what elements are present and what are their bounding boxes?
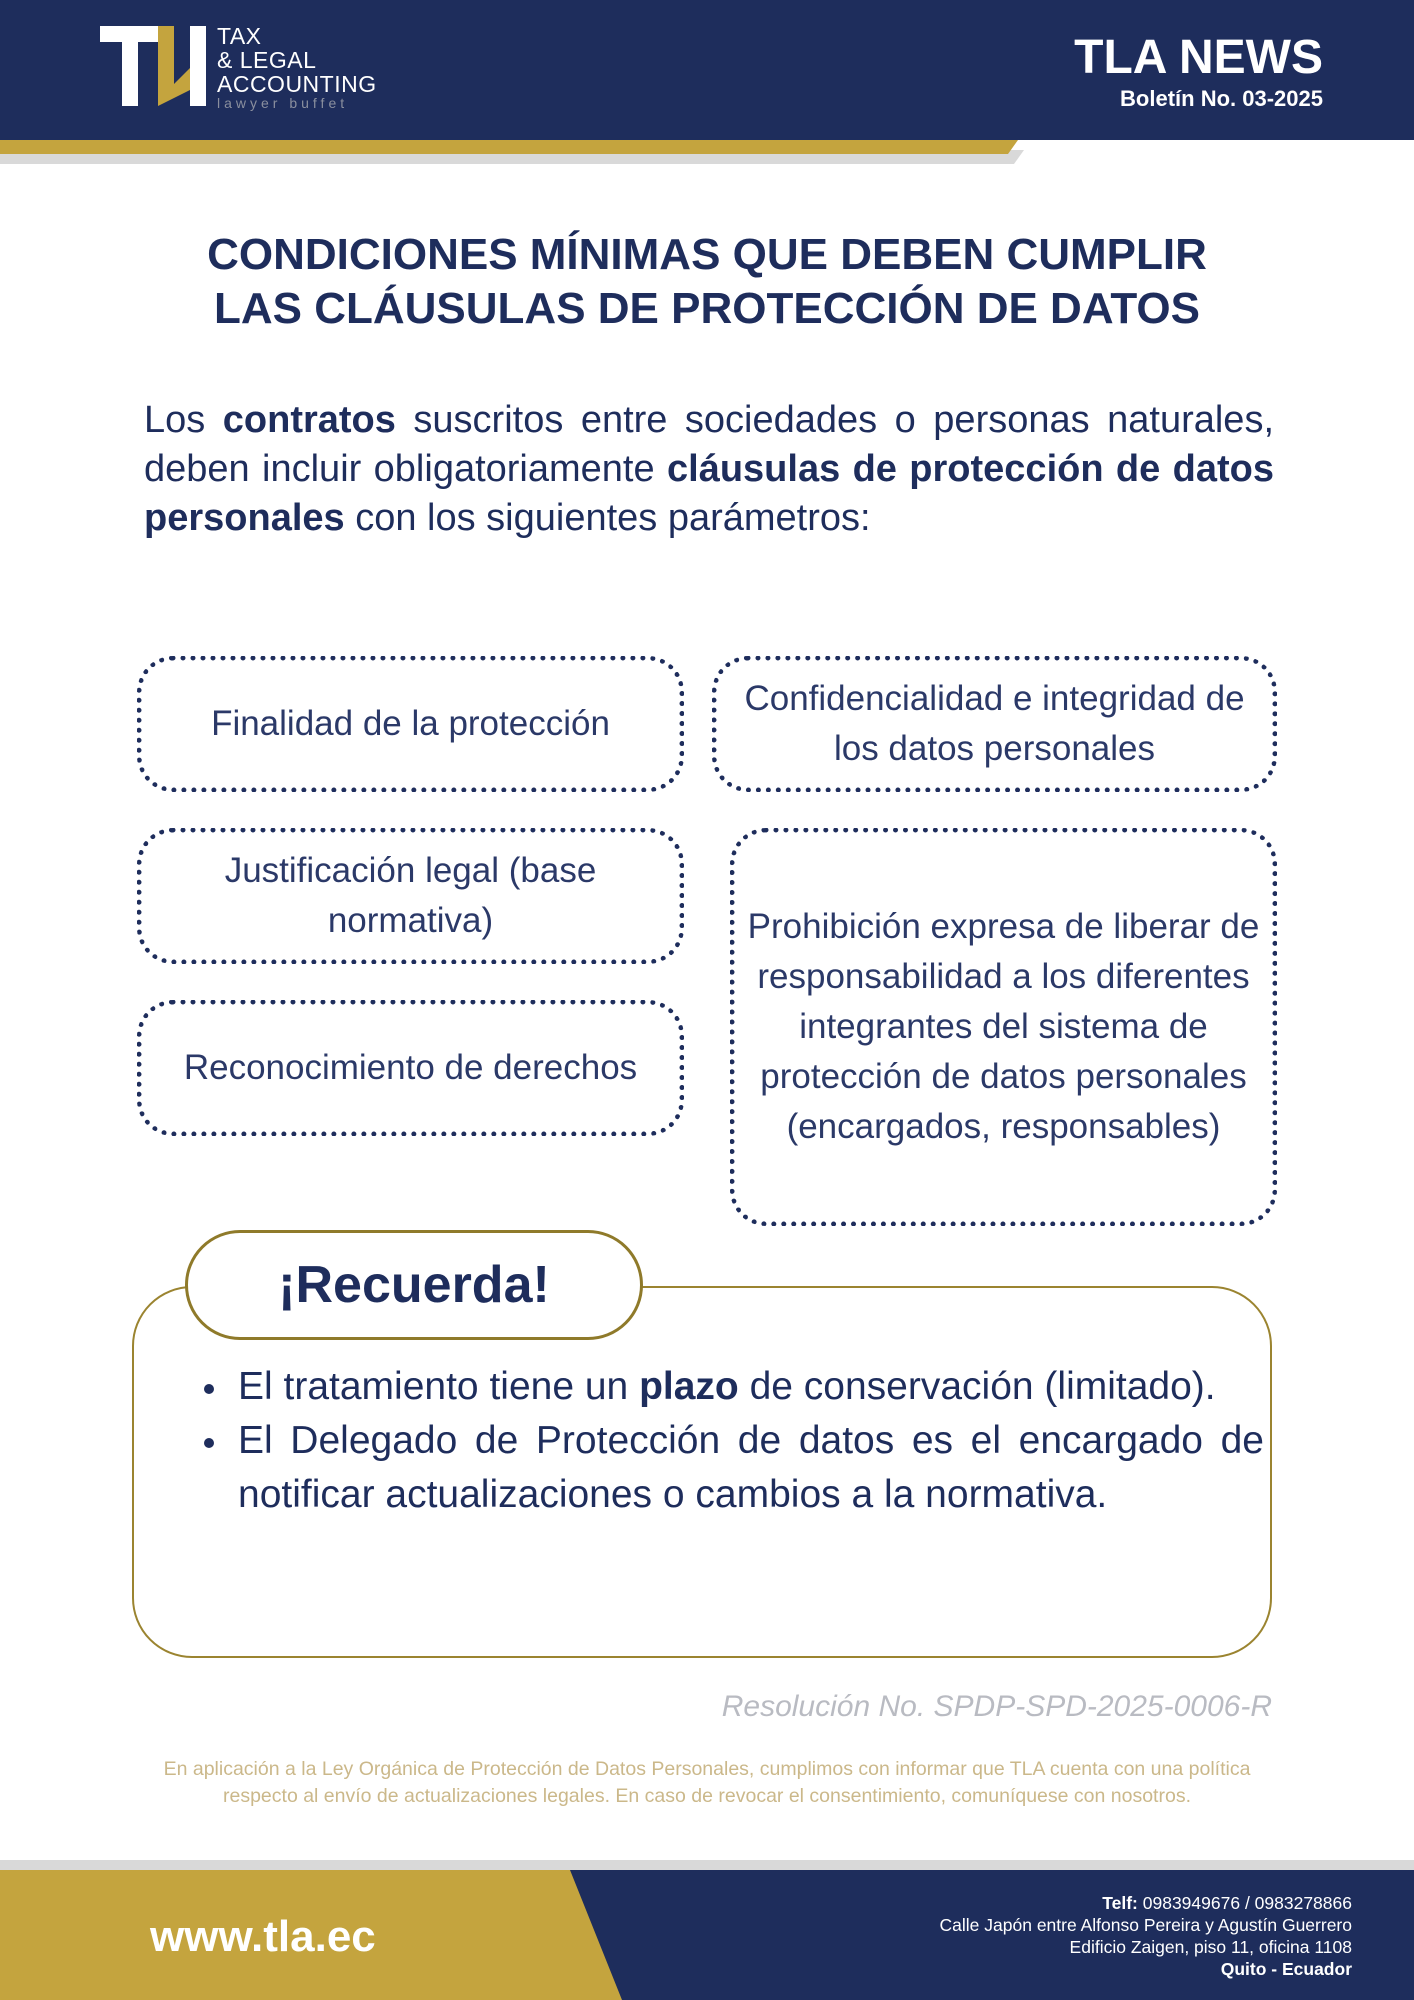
header-accent-stripe xyxy=(0,140,1414,166)
bulletin-number: Boletín No. 03-2025 xyxy=(1120,86,1323,111)
intro-text-2: suscritos entre sociedades o personas naturales, deben incluir obligatoriamente xyxy=(144,399,1274,490)
contact-info xyxy=(712,1892,1352,1980)
logo-line-3: ACCOUNTING xyxy=(217,71,377,97)
tla-logo-mark-icon xyxy=(100,24,210,108)
parameter-box-rights: Reconocimiento de derechos xyxy=(137,1000,684,1136)
logo-subtitle: lawyer buffet xyxy=(217,95,349,111)
intro-text-3: con los siguientes parámetros: xyxy=(344,497,871,539)
tla-logo xyxy=(100,23,380,111)
contact-address-1: Calle Japón entre Alfonso Pereira y Agustín Guerrero xyxy=(939,1915,1352,1935)
website-link[interactable]: www.tla.ec xyxy=(150,1912,376,1961)
logo-line-1: TAX xyxy=(217,23,262,49)
parameter-box-confidentiality: Confidencialidad e integridad de los datos personales xyxy=(712,656,1277,792)
page-title xyxy=(120,228,1294,336)
remember-item-1-text: El tratamiento tiene un xyxy=(238,1365,640,1408)
intro-bold-clauses: cláusulas de protección de datos personales xyxy=(144,448,1274,539)
contact-city: Quito - Ecuador xyxy=(1220,1959,1352,1979)
contact-phone xyxy=(712,1892,1352,1914)
contact-address-2: Edificio Zaigen, piso 11, oficina 1108 xyxy=(1069,1937,1352,1957)
logo-line-2: & LEGAL xyxy=(217,47,317,73)
parameter-box-purpose: Finalidad de la protección xyxy=(137,656,684,792)
parameter-box-legal-basis: Justificación legal (base normativa) xyxy=(137,828,684,964)
privacy-disclaimer: En aplicación a la Ley Orgánica de Protección de Datos Personales, cumplimos con informar que TLA cuenta con una política respecto al envío de actualizaciones legales. En caso de revocar el consentimiento, comuníquese con nosotros. xyxy=(163,1758,1251,1807)
remember-item-1-text-2: de conservación (limitado). xyxy=(738,1365,1216,1408)
parameter-box-prohibition: Prohibición expresa de liberar de responsabilidad a los diferentes integrantes del sistema de protección de datos personales (encargados, responsables) xyxy=(730,828,1277,1226)
intro-paragraph xyxy=(144,396,1274,543)
list-item: El Delegado de Protección de datos es el encargado de notificar actualizaciones o cambios a la normativa. xyxy=(238,1414,1264,1522)
remember-item-1-bold: plazo xyxy=(639,1365,739,1408)
list-item xyxy=(238,1360,1264,1414)
intro-bold-contracts: contratos xyxy=(222,399,396,441)
logo-wordmark xyxy=(217,24,377,110)
phone-label: Telf: xyxy=(1102,1893,1138,1913)
resolution-reference: Resolución No. SPDP-SPD-2025-0006-R xyxy=(721,1690,1272,1723)
remember-heading: ¡Recuerda! xyxy=(185,1230,643,1340)
phone-number: 0983949676 / 0983278866 xyxy=(1137,1893,1352,1913)
page-title-line-1: CONDICIONES MÍNIMAS QUE DEBEN CUMPLIR xyxy=(207,230,1207,279)
page-title-line-2: LAS CLÁUSULAS DE PROTECCIÓN DE DATOS xyxy=(214,284,1200,333)
newsletter-title: TLA NEWS xyxy=(1074,31,1323,84)
remember-list xyxy=(186,1360,1264,1522)
intro-text-1: Los xyxy=(144,399,223,441)
